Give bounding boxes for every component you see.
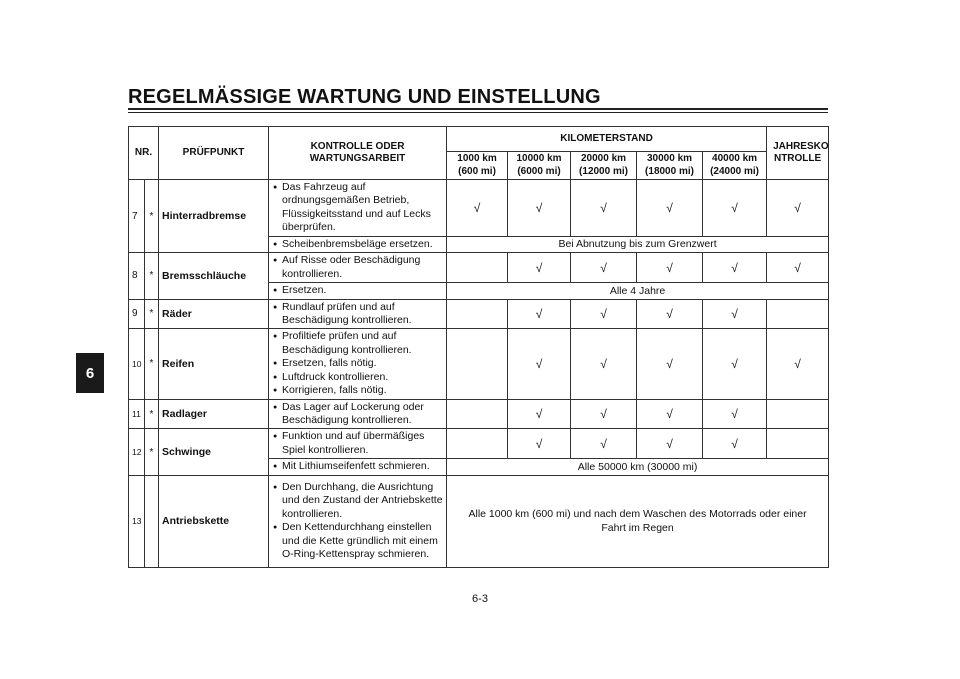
row-task	[269, 429, 447, 459]
check-mark: √	[571, 399, 637, 429]
header-annual: JAHRESKO NTROLLE	[767, 127, 829, 180]
check-mark: √	[703, 180, 767, 237]
row-task	[269, 329, 447, 399]
page-title: REGELMÄSSIGE WARTUNG UND EINSTELLUNG	[128, 86, 601, 108]
row-number: 7	[129, 180, 145, 253]
check-mark: √	[637, 299, 703, 329]
check-mark: √	[508, 429, 571, 459]
row-star: *	[145, 299, 159, 329]
list-item: ● Profiltiefe prüfen und auf Beschädigung kontrollieren.	[273, 330, 444, 357]
maintenance-table	[128, 126, 829, 568]
list-item: ● Auf Risse oder Beschädigung kontrollieren.	[273, 254, 444, 281]
row-item: Bremsschläuche	[159, 253, 269, 299]
table-row	[129, 299, 829, 329]
row-item: Räder	[159, 299, 269, 329]
list-item: ● Luftdruck kontrollieren.	[273, 371, 444, 384]
check-mark: √	[508, 299, 571, 329]
row-star: *	[145, 253, 159, 299]
row-number: 10	[129, 329, 145, 399]
check-empty	[447, 329, 508, 399]
check-mark: √	[637, 180, 703, 237]
check-mark: √	[571, 429, 637, 459]
check-mark: √	[703, 299, 767, 329]
check-empty	[767, 429, 829, 459]
row-task	[269, 283, 447, 299]
check-mark: √	[508, 253, 571, 283]
table-row	[129, 253, 829, 283]
table-row	[129, 399, 829, 429]
row-star	[145, 475, 159, 567]
check-empty	[447, 253, 508, 283]
row-item: Reifen	[159, 329, 269, 399]
row-item: Antriebskette	[159, 475, 269, 567]
row-task	[269, 459, 447, 475]
list-item: ● Den Durchhang, die Ausrichtung und den Zustand der Antriebskette kontrollieren.	[273, 481, 444, 521]
check-mark: √	[447, 180, 508, 237]
check-mark: √	[571, 253, 637, 283]
check-mark: √	[508, 329, 571, 399]
check-empty	[447, 299, 508, 329]
row-task	[269, 236, 447, 252]
row-item: Radlager	[159, 399, 269, 429]
list-item: ● Mit Lithiumseifenfett schmieren.	[273, 460, 444, 473]
list-item: ● Ersetzen.	[273, 284, 444, 297]
title-rule-thin	[128, 112, 828, 113]
list-item: ● Das Fahrzeug auf ordnungsgemäßen Betrieb, Flüssigkeitsstand und auf Lecks überprüfen.	[273, 181, 444, 235]
table-row	[129, 475, 829, 567]
header-km-20000: 20000 km (12000 mi)	[571, 152, 637, 180]
check-mark: √	[637, 399, 703, 429]
check-mark: √	[703, 399, 767, 429]
row-star: *	[145, 399, 159, 429]
row-star: *	[145, 429, 159, 475]
interval-note: Bei Abnutzung bis zum Grenzwert	[447, 236, 829, 252]
row-star: *	[145, 329, 159, 399]
list-item: ● Rundlauf prüfen und auf Beschädigung kontrollieren.	[273, 301, 444, 328]
table-row	[129, 180, 829, 237]
check-mark: √	[637, 429, 703, 459]
interval-note: Alle 50000 km (30000 mi)	[447, 459, 829, 475]
row-task	[269, 180, 447, 237]
list-item: ● Funktion und auf übermäßiges Spiel kontrollieren.	[273, 430, 444, 457]
interval-note: Alle 4 Jahre	[447, 283, 829, 299]
check-mark: √	[637, 253, 703, 283]
check-mark: √	[703, 253, 767, 283]
list-item: ● Korrigieren, falls nötig.	[273, 384, 444, 397]
header-task: KONTROLLE ODER WARTUNGSARBEIT	[269, 127, 447, 180]
check-mark: √	[571, 180, 637, 237]
check-empty	[447, 399, 508, 429]
row-task	[269, 253, 447, 283]
header-km-40000: 40000 km (24000 mi)	[703, 152, 767, 180]
check-mark: √	[571, 329, 637, 399]
row-task	[269, 475, 447, 567]
check-mark: √	[571, 299, 637, 329]
header-km-10000: 10000 km (6000 mi)	[508, 152, 571, 180]
header-odometer: KILOMETERSTAND	[447, 127, 767, 152]
row-number: 9	[129, 299, 145, 329]
check-mark: √	[508, 399, 571, 429]
header-item: PRÜFPUNKT	[159, 127, 269, 180]
check-empty	[767, 299, 829, 329]
header-nr: NR.	[129, 127, 159, 180]
row-star: *	[145, 180, 159, 253]
check-mark: √	[767, 180, 829, 237]
interval-note: Alle 1000 km (600 mi) und nach dem Waschen des Motorrads oder einer Fahrt im Regen	[447, 475, 829, 567]
title-rule	[128, 108, 828, 110]
row-number: 12	[129, 429, 145, 475]
check-mark: √	[703, 429, 767, 459]
row-task	[269, 399, 447, 429]
check-empty	[447, 429, 508, 459]
header-row	[129, 127, 829, 152]
row-task	[269, 299, 447, 329]
list-item: ● Scheibenbremsbeläge ersetzen.	[273, 238, 444, 251]
table-row	[129, 329, 829, 399]
row-number: 13	[129, 475, 145, 567]
check-mark: √	[508, 180, 571, 237]
row-number: 8	[129, 253, 145, 299]
row-item: Schwinge	[159, 429, 269, 475]
row-item: Hinterradbremse	[159, 180, 269, 253]
row-number: 11	[129, 399, 145, 429]
check-mark: √	[767, 253, 829, 283]
header-km-30000: 30000 km (18000 mi)	[637, 152, 703, 180]
header-km-1000: 1000 km (600 mi)	[447, 152, 508, 180]
list-item: ● Den Kettendurchhang einstellen und die Kette gründlich mit einem O-Ring-Kettenspray schmieren.	[273, 521, 444, 561]
check-mark: √	[767, 329, 829, 399]
page-number: 6-3	[472, 593, 488, 605]
check-mark: √	[703, 329, 767, 399]
table-row	[129, 429, 829, 459]
list-item: ● Das Lager auf Lockerung oder Beschädigung kontrollieren.	[273, 401, 444, 428]
check-mark: √	[637, 329, 703, 399]
list-item: ● Ersetzen, falls nötig.	[273, 357, 444, 370]
check-empty	[767, 399, 829, 429]
chapter-tab: 6	[76, 353, 104, 393]
